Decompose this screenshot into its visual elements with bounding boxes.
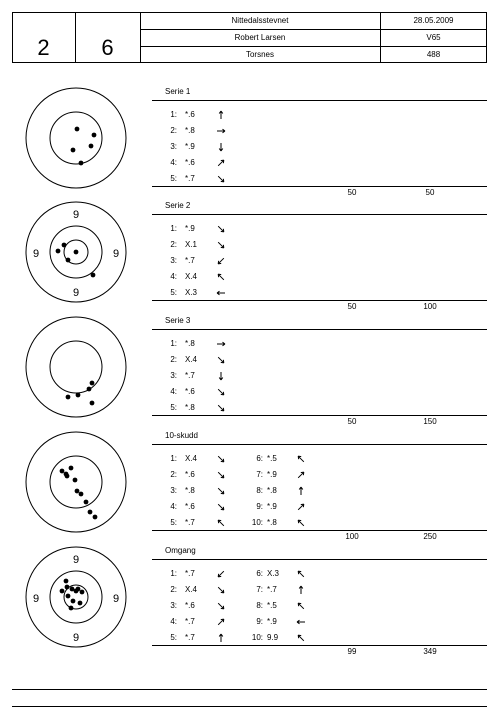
shot-number: 1: xyxy=(170,569,177,578)
shot-value: *.7 xyxy=(267,585,277,594)
shot-hole xyxy=(79,161,84,166)
shot-number: 5: xyxy=(170,633,177,642)
series-rule xyxy=(152,300,487,301)
series-score: 99 xyxy=(347,647,357,656)
shot-value: *.6 xyxy=(185,502,195,511)
position-number: 6 xyxy=(101,35,114,60)
shot-number: 9: xyxy=(256,502,263,511)
shot-number: 10: xyxy=(251,518,263,527)
shot-number: 1: xyxy=(170,454,177,463)
target-diagram xyxy=(24,430,128,534)
series-rule xyxy=(152,329,487,330)
shot-number: 1: xyxy=(170,339,177,348)
cumulative-score: 150 xyxy=(423,417,437,426)
footer-line xyxy=(12,706,487,707)
shot-number: 4: xyxy=(170,158,177,167)
shot-hole xyxy=(71,148,76,153)
direction-arrow-icon xyxy=(295,567,307,581)
shot-hole xyxy=(71,599,76,604)
series-rule xyxy=(152,444,487,445)
shot-hole xyxy=(93,515,98,520)
shot-row xyxy=(163,140,343,154)
shot-hole xyxy=(65,585,70,590)
series-title: Serie 2 xyxy=(165,201,191,210)
shot-value: *.8 xyxy=(185,126,195,135)
shot-number: 1: xyxy=(170,110,177,119)
shot-row xyxy=(163,500,343,514)
shot-number: 5: xyxy=(170,288,177,297)
outer-ring xyxy=(26,317,126,417)
series-rule xyxy=(152,530,487,531)
shot-row xyxy=(163,385,343,399)
direction-arrow-icon xyxy=(215,337,227,351)
shot-value: *.9 xyxy=(267,617,277,626)
series-rule xyxy=(152,559,487,560)
shot-value: X.4 xyxy=(185,272,198,281)
shot-number: 4: xyxy=(170,387,177,396)
shot-number: 8: xyxy=(256,486,263,495)
target-diagram xyxy=(24,200,128,304)
shot-number: 3: xyxy=(170,256,177,265)
series-rule xyxy=(152,415,487,416)
shot-row xyxy=(163,286,343,300)
shot-hole xyxy=(66,395,71,400)
shot-row xyxy=(163,337,343,351)
shot-hole xyxy=(92,133,97,138)
shot-value: X.3 xyxy=(185,288,198,297)
series-title: 10-skudd xyxy=(165,431,198,440)
target-diagram xyxy=(24,315,128,419)
series-score: 50 xyxy=(347,417,357,426)
shot-row xyxy=(163,222,343,236)
direction-arrow-icon xyxy=(215,124,227,138)
shot-value: *.7 xyxy=(185,633,195,642)
cumulative-score: 349 xyxy=(423,647,437,656)
shot-row xyxy=(163,567,343,581)
direction-arrow-icon xyxy=(215,401,227,415)
event-date: 28.05.2009 xyxy=(413,16,454,25)
direction-arrow-icon xyxy=(215,369,227,383)
header-row-divider xyxy=(140,46,487,47)
shot-hole xyxy=(78,601,83,606)
shot-number: 10: xyxy=(251,633,263,642)
cumulative-score: 250 xyxy=(423,532,437,541)
shot-row xyxy=(163,254,343,268)
shot-number: 2: xyxy=(170,240,177,249)
direction-arrow-icon xyxy=(215,500,227,514)
direction-arrow-icon xyxy=(215,583,227,597)
series-rule xyxy=(152,645,487,646)
shot-value: *.7 xyxy=(185,174,195,183)
series-score: 50 xyxy=(347,188,357,197)
shot-hole xyxy=(74,250,79,255)
target-diagram xyxy=(24,545,128,649)
shot-hole xyxy=(60,469,65,474)
shot-hole xyxy=(66,594,71,599)
direction-arrow-icon xyxy=(215,468,227,482)
shot-hole xyxy=(90,381,95,386)
direction-arrow-icon xyxy=(295,516,307,530)
direction-arrow-icon xyxy=(295,599,307,613)
shot-row xyxy=(163,615,343,629)
shot-hole xyxy=(64,472,69,477)
direction-arrow-icon xyxy=(215,254,227,268)
shot-value: *.7 xyxy=(185,518,195,527)
inner-ring xyxy=(50,112,102,164)
shot-value: *.8 xyxy=(267,486,277,495)
shot-value: 9.9 xyxy=(267,633,279,642)
direction-arrow-icon xyxy=(295,615,307,629)
shot-number: 5: xyxy=(170,174,177,183)
ring-label: 9 xyxy=(32,593,40,605)
direction-arrow-icon xyxy=(215,615,227,629)
shot-row xyxy=(163,631,343,645)
ring-label: 9 xyxy=(72,554,80,566)
shot-value: X.3 xyxy=(267,569,280,578)
inner-ring xyxy=(50,341,102,393)
cumulative-score: 50 xyxy=(425,188,435,197)
shot-number: 7: xyxy=(256,470,263,479)
shot-value: *.6 xyxy=(185,158,195,167)
shot-row xyxy=(163,468,343,482)
shot-number: 2: xyxy=(170,585,177,594)
shot-value: *.8 xyxy=(185,486,195,495)
shot-value: X.4 xyxy=(185,355,198,364)
ring-label: 9 xyxy=(112,593,120,605)
ring-label: 9 xyxy=(32,248,40,260)
shot-value: *.9 xyxy=(267,502,277,511)
ring-label: 9 xyxy=(72,209,80,221)
shot-row xyxy=(163,583,343,597)
shot-value: *.7 xyxy=(185,256,195,265)
shot-number: 4: xyxy=(170,272,177,281)
shot-value: X.4 xyxy=(185,585,198,594)
shot-hole xyxy=(62,243,67,248)
direction-arrow-icon xyxy=(215,270,227,284)
shot-value: *.6 xyxy=(185,470,195,479)
shot-value: *.6 xyxy=(185,387,195,396)
shot-number: 3: xyxy=(170,142,177,151)
series-score: 100 xyxy=(345,532,359,541)
shot-value: *.8 xyxy=(185,403,195,412)
shot-row xyxy=(163,452,343,466)
shot-row xyxy=(163,369,343,383)
lane-number: 2 xyxy=(37,35,50,60)
shot-number: 2: xyxy=(170,355,177,364)
shot-hole xyxy=(75,127,80,132)
shooter-class: V65 xyxy=(426,33,441,42)
shot-hole xyxy=(66,258,71,263)
shot-value: *.5 xyxy=(267,601,277,610)
shot-value: *.6 xyxy=(185,601,195,610)
shot-hole xyxy=(56,249,61,254)
direction-arrow-icon xyxy=(215,353,227,367)
direction-arrow-icon xyxy=(215,238,227,252)
shot-row xyxy=(163,516,343,530)
shot-row xyxy=(163,270,343,284)
shot-number: 6: xyxy=(256,569,263,578)
shot-value: *.6 xyxy=(185,110,195,119)
shot-hole xyxy=(84,500,89,505)
shot-row xyxy=(163,124,343,138)
ring-label: 9 xyxy=(112,248,120,260)
direction-arrow-icon xyxy=(215,172,227,186)
direction-arrow-icon xyxy=(215,516,227,530)
shot-hole xyxy=(73,478,78,483)
shot-hole xyxy=(89,144,94,149)
shot-row xyxy=(163,108,343,122)
shot-number: 9: xyxy=(256,617,263,626)
shot-row xyxy=(163,353,343,367)
shot-value: *.9 xyxy=(185,224,195,233)
header-row-divider xyxy=(140,29,487,30)
footer-line xyxy=(12,689,487,690)
shot-number: 1: xyxy=(170,224,177,233)
shot-number: 4: xyxy=(170,502,177,511)
direction-arrow-icon xyxy=(295,452,307,466)
shot-number: 3: xyxy=(170,486,177,495)
shot-value: *.7 xyxy=(185,617,195,626)
direction-arrow-icon xyxy=(295,631,307,645)
shot-value: *.5 xyxy=(267,454,277,463)
shot-hole xyxy=(60,589,65,594)
shot-value: *.9 xyxy=(267,470,277,479)
shot-row xyxy=(163,484,343,498)
series-rule xyxy=(152,186,487,187)
shot-hole xyxy=(88,510,93,515)
shot-number: 8: xyxy=(256,601,263,610)
series-title: Serie 1 xyxy=(165,87,191,96)
shot-hole xyxy=(69,606,74,611)
shot-number: 6: xyxy=(256,454,263,463)
shot-number: 2: xyxy=(170,126,177,135)
direction-arrow-icon xyxy=(295,468,307,482)
shot-hole xyxy=(74,589,79,594)
direction-arrow-icon xyxy=(215,108,227,122)
cumulative-score: 100 xyxy=(423,302,437,311)
series-rule xyxy=(152,100,487,101)
ring-label: 9 xyxy=(72,287,80,299)
shot-row xyxy=(163,172,343,186)
shot-hole xyxy=(91,273,96,278)
shot-value: *.7 xyxy=(185,371,195,380)
shot-hole xyxy=(69,466,74,471)
shot-number: 7: xyxy=(256,585,263,594)
direction-arrow-icon xyxy=(215,222,227,236)
direction-arrow-icon xyxy=(215,452,227,466)
grand-total: 488 xyxy=(426,50,441,59)
direction-arrow-icon xyxy=(295,583,307,597)
shot-row xyxy=(163,599,343,613)
shot-number: 5: xyxy=(170,403,177,412)
shot-hole xyxy=(79,492,84,497)
event-name: Nittedalsstevnet xyxy=(231,16,289,25)
direction-arrow-icon xyxy=(215,599,227,613)
inner-ring xyxy=(50,571,102,623)
shot-number: 2: xyxy=(170,470,177,479)
outer-ring xyxy=(26,88,126,188)
direction-arrow-icon xyxy=(215,567,227,581)
shot-row xyxy=(163,156,343,170)
shot-number: 4: xyxy=(170,617,177,626)
shot-hole xyxy=(87,387,92,392)
direction-arrow-icon xyxy=(295,500,307,514)
club-name: Torsnes xyxy=(245,50,274,59)
shot-value: *.9 xyxy=(185,142,195,151)
series-title: Omgang xyxy=(165,546,196,555)
direction-arrow-icon xyxy=(215,286,227,300)
shot-value: *.8 xyxy=(267,518,277,527)
shot-hole xyxy=(90,401,95,406)
target-diagram xyxy=(24,86,128,190)
direction-arrow-icon xyxy=(295,484,307,498)
shot-row xyxy=(163,401,343,415)
direction-arrow-icon xyxy=(215,156,227,170)
shot-number: 3: xyxy=(170,601,177,610)
series-title: Serie 3 xyxy=(165,316,191,325)
series-rule xyxy=(152,214,487,215)
shot-value: X.4 xyxy=(185,454,198,463)
shot-number: 5: xyxy=(170,518,177,527)
shot-value: *.7 xyxy=(185,569,195,578)
ring-label: 9 xyxy=(72,632,80,644)
shot-value: X.1 xyxy=(185,240,198,249)
shot-row xyxy=(163,238,343,252)
shot-value: *.8 xyxy=(185,339,195,348)
shot-number: 3: xyxy=(170,371,177,380)
shot-hole xyxy=(64,579,69,584)
direction-arrow-icon xyxy=(215,631,227,645)
shooter-name: Robert Larsen xyxy=(234,33,286,42)
direction-arrow-icon xyxy=(215,385,227,399)
shot-hole xyxy=(80,590,85,595)
shot-hole xyxy=(75,489,80,494)
direction-arrow-icon xyxy=(215,140,227,154)
direction-arrow-icon xyxy=(215,484,227,498)
series-score: 50 xyxy=(347,302,357,311)
shot-hole xyxy=(76,393,81,398)
